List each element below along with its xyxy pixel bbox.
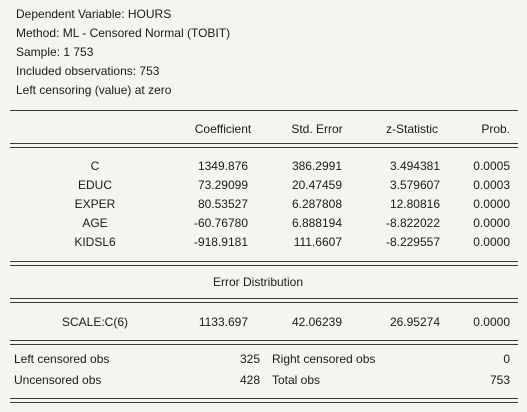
std-error-value: 386.2991	[291, 159, 342, 173]
prob-value: 0.0000	[473, 315, 510, 329]
z-statistic-value: 3.579607	[389, 178, 440, 192]
column-header-coefficient: Coefficient	[194, 122, 252, 136]
prob-value: 0.0005	[473, 159, 510, 173]
column-header-prob: Prob.	[481, 122, 510, 136]
right-censored-value: 0	[503, 352, 510, 366]
column-header-std-error: Std. Error	[291, 122, 343, 136]
scale-double-rule	[10, 340, 518, 345]
coefficient-value: -60.76780	[193, 216, 248, 230]
error-distribution-label: Error Distribution	[212, 275, 304, 289]
z-statistic-value: 3.494381	[389, 159, 440, 173]
z-statistic-value: -8.229557	[385, 235, 440, 249]
variable-name: KIDSL6	[74, 235, 116, 249]
std-error-value: 42.06239	[291, 315, 342, 329]
prob-value: 0.0000	[473, 197, 510, 211]
prob-value: 0.0003	[473, 178, 510, 192]
std-error-value: 6.287808	[291, 197, 342, 211]
included-observations-line: Included observations: 753	[16, 64, 160, 78]
error-distribution-double-rule	[10, 298, 518, 303]
left-censored-label: Left censored obs	[14, 352, 110, 366]
z-statistic-value: 12.80816	[389, 197, 440, 211]
coefficient-value: 1349.876	[197, 159, 248, 173]
table-top-rule	[10, 110, 518, 111]
prob-value: 0.0000	[473, 235, 510, 249]
uncensored-value: 428	[239, 373, 260, 387]
variable-name: SCALE:C(6)	[61, 315, 129, 329]
sample-line: Sample: 1 753	[16, 45, 94, 59]
variable-name: EXPER	[74, 197, 116, 211]
coefficient-value: 80.53527	[197, 197, 248, 211]
section-double-rule	[10, 261, 518, 266]
variable-name: EDUC	[77, 178, 112, 192]
method-line: Method: ML - Censored Normal (TOBIT)	[16, 26, 231, 40]
variable-name: C	[90, 159, 100, 173]
coefficient-value: 1133.697	[198, 315, 248, 329]
coefficient-value: 73.29099	[197, 178, 248, 192]
bottom-double-rule	[10, 398, 518, 403]
left-censoring-line: Left censoring (value) at zero	[16, 83, 172, 97]
right-censored-label: Right censored obs	[272, 352, 376, 366]
std-error-value: 111.6607	[293, 235, 342, 249]
coefficient-value: -918.9181	[193, 235, 248, 249]
z-statistic-value: -8.822022	[385, 216, 440, 230]
column-header-z-statistic: z-Statistic	[385, 122, 438, 136]
z-statistic-value: 26.95274	[389, 315, 440, 329]
variable-name: AGE	[82, 216, 108, 230]
std-error-value: 6.888194	[291, 216, 342, 230]
total-obs-value: 753	[489, 373, 510, 387]
std-error-value: 20.47459	[291, 178, 342, 192]
uncensored-label: Uncensored obs	[14, 373, 102, 387]
total-obs-label: Total obs	[272, 373, 321, 387]
dependent-variable-line: Dependent Variable: HOURS	[16, 7, 172, 21]
prob-value: 0.0000	[473, 216, 510, 230]
left-censored-value: 325	[239, 352, 260, 366]
header-double-rule	[10, 143, 518, 148]
